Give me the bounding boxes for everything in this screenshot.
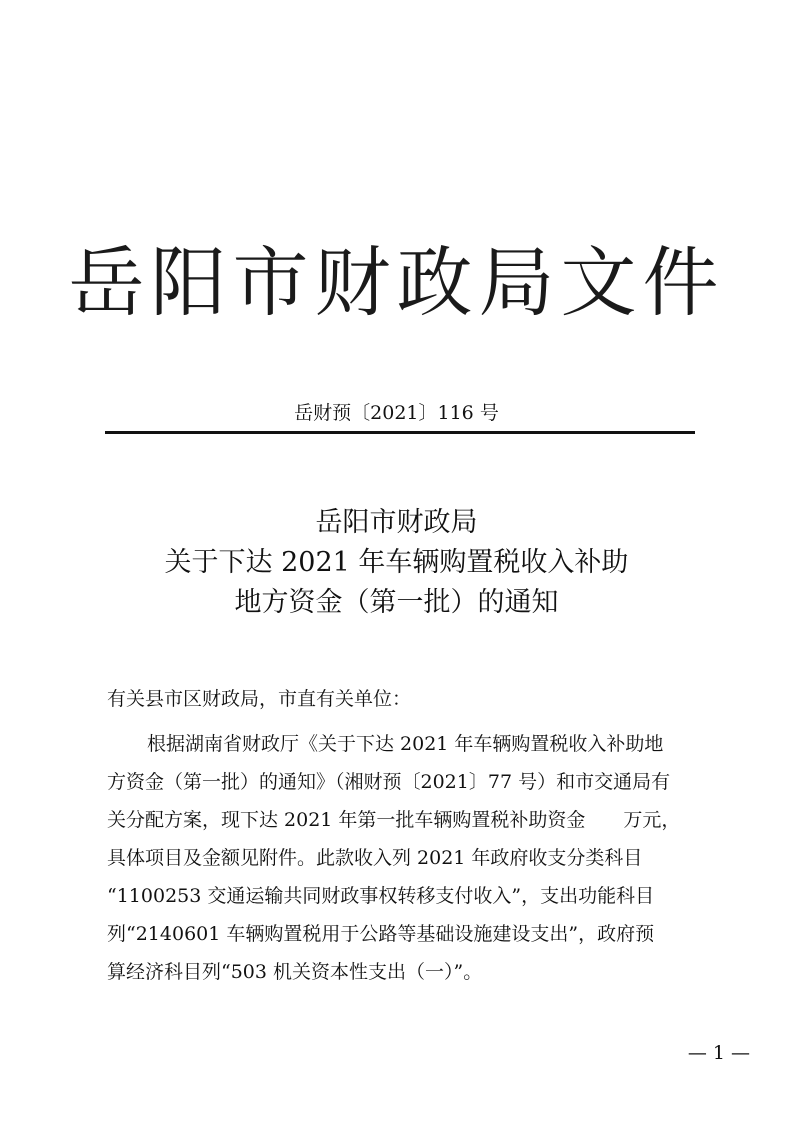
notice-title-line: 地方资金（第一批）的通知 <box>234 587 559 618</box>
body-line: 具体项目及金额见附件。此款收入列 2021 年政府收支分类科目 <box>107 847 643 869</box>
notice-title-line: 岳阳市财政局 <box>315 507 478 538</box>
body-line: 列“2140601 车辆购置税用于公路等基础设施建设支出”，政府预 <box>107 923 655 945</box>
body-line: 方资金（第一批）的通知》（湘财预〔2021〕77 号）和市交通局有 <box>107 771 671 793</box>
salutation: 有关县市区财政局，市直有关单位： <box>107 688 412 710</box>
body-line: “1100253 交通运输共同财政事权转移支付收入”，支出功能科目 <box>107 885 655 907</box>
body-line: 关分配方案，现下达 2021 年第一批车辆购置税补助资金 万元， <box>107 809 681 831</box>
body-line: 算经济科目列“503 机关资本性支出（一）”。 <box>107 961 483 983</box>
header-divider <box>105 431 695 434</box>
document-header-title: 岳阳市财政局文件 <box>68 238 725 327</box>
notice-title <box>0 503 793 623</box>
body-line: 根据湖南省财政厅《关于下达 2021 年车辆购置税收入补助地 <box>147 733 664 755</box>
page-number: — 1 — <box>687 1042 750 1064</box>
notice-title-line: 关于下达 2021 年车辆购置税收入补助 <box>164 547 629 578</box>
body-paragraph <box>107 725 693 991</box>
document-number: 岳财预〔2021〕116 号 <box>294 402 499 424</box>
